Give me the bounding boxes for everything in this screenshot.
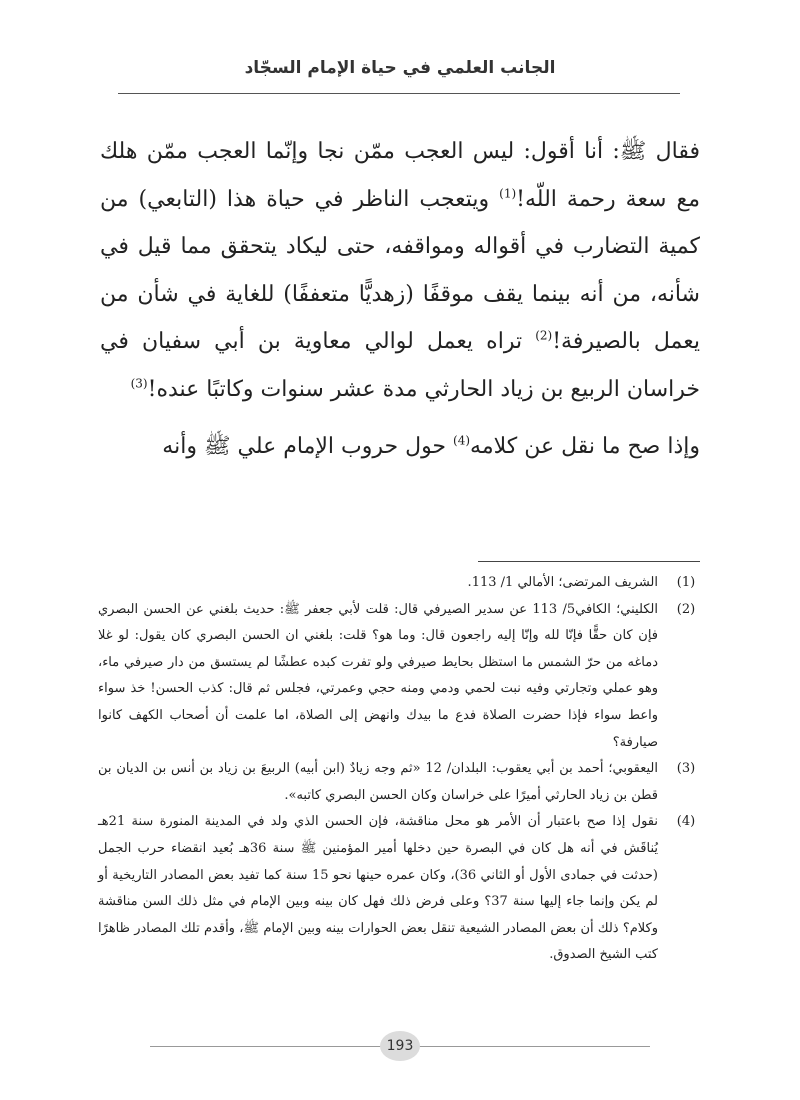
footnote-separator bbox=[478, 561, 700, 562]
footnotes-section bbox=[98, 570, 702, 969]
paragraph-1-text-a: فقال ﷺ: أنا أقول: ليس العجب ممّن نجا وإنّما العجب ممّن هلك مع سعة رحمة اللّه! bbox=[100, 139, 700, 212]
main-body-text bbox=[100, 128, 700, 471]
paragraph-2-text-a: وإذا صح ما نقل عن كلامه bbox=[470, 434, 700, 459]
footnote-ref-4[interactable]: (4) bbox=[453, 433, 471, 448]
footnote-text: الكليني؛ الكافي5/ 113 عن سدير الصيرفي قال: قلت لأبي جعفر ﷺ: حديث بلغني عن الحسن البصري فإن كان حقًّا فإنّا لله وإنّا إليه راجعون قال: وما هو؟ قلت: بلغني ان الحسن البصري كان يقول: لو غلا دماغه من حرّ الشمس ما استظل بحايط صيرفي ولو تفرت كبده عطشًا لم يستسق من دار صيرفي ماء، وهو عملي وتجارتي وفيه نبت لحمي ودمي ومنه حجي وعمرتي، فجلس ثم قال: كذب الحسن! خذ سواء واعط سواء فإذا حضرت الصلاة فدع ما بيدك وانهض إلى الصلاة، اما علمت أن أصحاب الكهف كانوا صيارفة؟ bbox=[98, 601, 659, 750]
footnote-item bbox=[98, 597, 702, 757]
footnote-text: الشريف المرتضى؛ الأمالي 1/ 113. bbox=[467, 575, 658, 590]
body-paragraph-1 bbox=[100, 128, 700, 413]
running-header: الجانب العلمي في حياة الإمام السجّاد bbox=[244, 58, 556, 78]
paragraph-1-text-c: تراه يعمل لوالي معاوية بن أبي سفيان في خراسان الربيع بن زياد الحارثي مدة عشر سنوات وكاتبًا عنده! bbox=[100, 329, 700, 402]
footnote-item bbox=[98, 756, 702, 809]
footnote-number: (2) bbox=[676, 601, 696, 617]
footnote-item bbox=[98, 809, 702, 969]
footnote-text: اليعقوبي؛ أحمد بن أبي يعقوب: البلدان/ 12 «ثم وجه زيادٌ (ابن أبيه) الربيعَ بن زياد بن أنس بن الديان بن قطن بن زياد الحارثي أميرًا على خراسان وكان الحسن البصري كاتبه». bbox=[98, 761, 659, 803]
footnote-number: (4) bbox=[676, 814, 696, 830]
header-divider bbox=[118, 93, 680, 94]
footnote-number: (3) bbox=[676, 761, 696, 777]
footnote-text: نقول إذا صح باعتبار أن الأمر هو محل مناقشة، فإن الحسن الذي ولد في المدينة المنورة سنة 21هـ يُناقَش في أنه هل كان في البصرة حين دخلها أمير المؤمنين ﷺ سنة 36هـ بُعيد انقضاء حرب الجمل (حدثت في جمادى الأول أو الثاني 36)، وكان عمره حينها نحو 15 سنة كما تفيد بعض المصادر التاريخية أو لم يكن وإنما جاء إليها سنة 37؟ وعلى فرض ذلك فهل كان بينه وبين الإمام في مثل ذلك السن مناقشة وكلام؟ ذلك أن بعض المصادر الشيعية تنقل بعض الحوارات بينه وبين الإمام ﷺ، وأقدم تلك المصادر ظاهرًا كتب الشيخ الصدوق. bbox=[98, 814, 658, 963]
footnote-item bbox=[98, 570, 702, 597]
page-number: 193 bbox=[380, 1031, 420, 1061]
paragraph-2-text-b: حول حروب الإمام علي ﷺ وأنه bbox=[162, 434, 454, 459]
body-paragraph-2 bbox=[100, 423, 700, 471]
footnote-number: (1) bbox=[676, 575, 696, 590]
footnote-ref-2[interactable]: (2) bbox=[535, 328, 553, 343]
footnote-ref-1[interactable]: (1) bbox=[499, 186, 517, 201]
footnote-ref-3[interactable]: (3) bbox=[130, 376, 148, 391]
paragraph-1-text-b: ويتعجب الناظر في حياة هذا (التابعي) من كمية التضارب في أقواله ومواقفه، حتى ليكاد يتحقق مما قيل في شأنه، من أنه بينما يقف موقفًا (زهديًّا متعففًا) للغاية في شأن من يعمل بالصيرفة! bbox=[100, 186, 700, 354]
